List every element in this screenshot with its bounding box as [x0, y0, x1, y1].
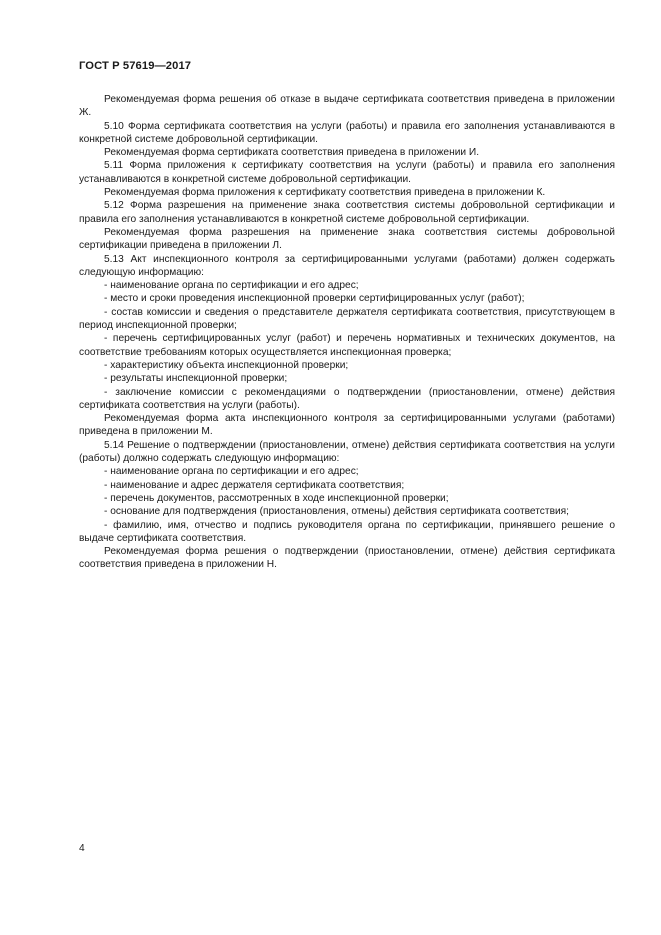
paragraph: 5.13 Акт инспекционного контроля за сертифицированными услугами (работами) должен содержать следующую информацию:	[79, 253, 615, 278]
list-item: - состав комиссии и сведения о представителе держателя сертификата соответствия, присутствующем в период инспекционной проверки;	[79, 306, 615, 332]
list-item: - результаты инспекционной проверки;	[104, 373, 288, 385]
list-item: - наименование и адрес держателя сертификата соответствия;	[104, 479, 405, 491]
list-item: - перечень документов, рассмотренных в ходе инспекционной проверки;	[104, 492, 449, 504]
document-header: ГОСТ Р 57619—2017	[79, 60, 192, 72]
paragraph: 5.11 Форма приложения к сертификату соответствия на услуги (работы) и правила его заполнения устанавливаются в конкретной системе добровольной сертификации.	[79, 160, 615, 185]
list-item: - фамилию, имя, отчество и подпись руководителя органа по сертификации, принявшего решение о выдаче сертификата соответствия.	[79, 519, 615, 544]
paragraph: Рекомендуемая форма решения об отказе в выдаче сертификата соответствия приведена в приложении Ж.	[79, 94, 615, 119]
list-item: - наименование органа по сертификации и его адрес;	[104, 280, 359, 292]
paragraph: 5.12 Форма разрешения на применение знака соответствия системы добровольной сертификации и правила его заполнения устанавливаются в конкретной системе добровольной сертификации.	[79, 200, 615, 225]
paragraph: Рекомендуемая форма приложения к сертификату соответствия приведена в приложении К.	[104, 187, 546, 199]
list-item: - перечень сертифицированных услуг (работ) и перечень нормативных и технических документов, на соответствие требованиям которых осуществляется инспекционная проверка;	[79, 333, 615, 358]
paragraph: Рекомендуемая форма сертификата соответствия приведена в приложении И.	[104, 147, 480, 159]
paragraph: 5.10 Форма сертификата соответствия на услуги (работы) и правила его заполнения устанавливаются в конкретной системе добровольной сертификации.	[79, 120, 615, 145]
paragraph: Рекомендуемая форма решения о подтверждении (приостановлении, отмене) действия сертификата соответствия приведена в приложении Н.	[79, 546, 615, 571]
list-item: - наименование органа по сертификации и его адрес;	[104, 466, 359, 478]
list-item: - основание для подтверждения (приостановления, отмены) действия сертификата соответствия;	[104, 506, 570, 518]
document-body	[79, 93, 615, 572]
list-item: - заключение комиссии с рекомендациями о подтверждении (приостановлении, отмене) действия сертификата соответствия на услуги (работы).	[79, 386, 615, 411]
page-number: 4	[79, 843, 85, 854]
paragraph: Рекомендуемая форма акта инспекционного контроля за сертифицированными услугами (работами) приведена в приложении М.	[79, 413, 615, 438]
list-item: - место и сроки проведения инспекционной проверки сертифицированных услуг (работ);	[104, 293, 525, 305]
paragraph: 5.14 Решение о подтверждении (приостановлении, отмене) действия сертификата соответствия на услуги (работы) должно содержать следующую информацию:	[79, 439, 615, 465]
paragraph: Рекомендуемая форма разрешения на применение знака соответствия системы добровольной сертификации приведена в приложении Л.	[79, 226, 615, 252]
list-item: - характеристику объекта инспекционной проверки;	[104, 359, 349, 371]
